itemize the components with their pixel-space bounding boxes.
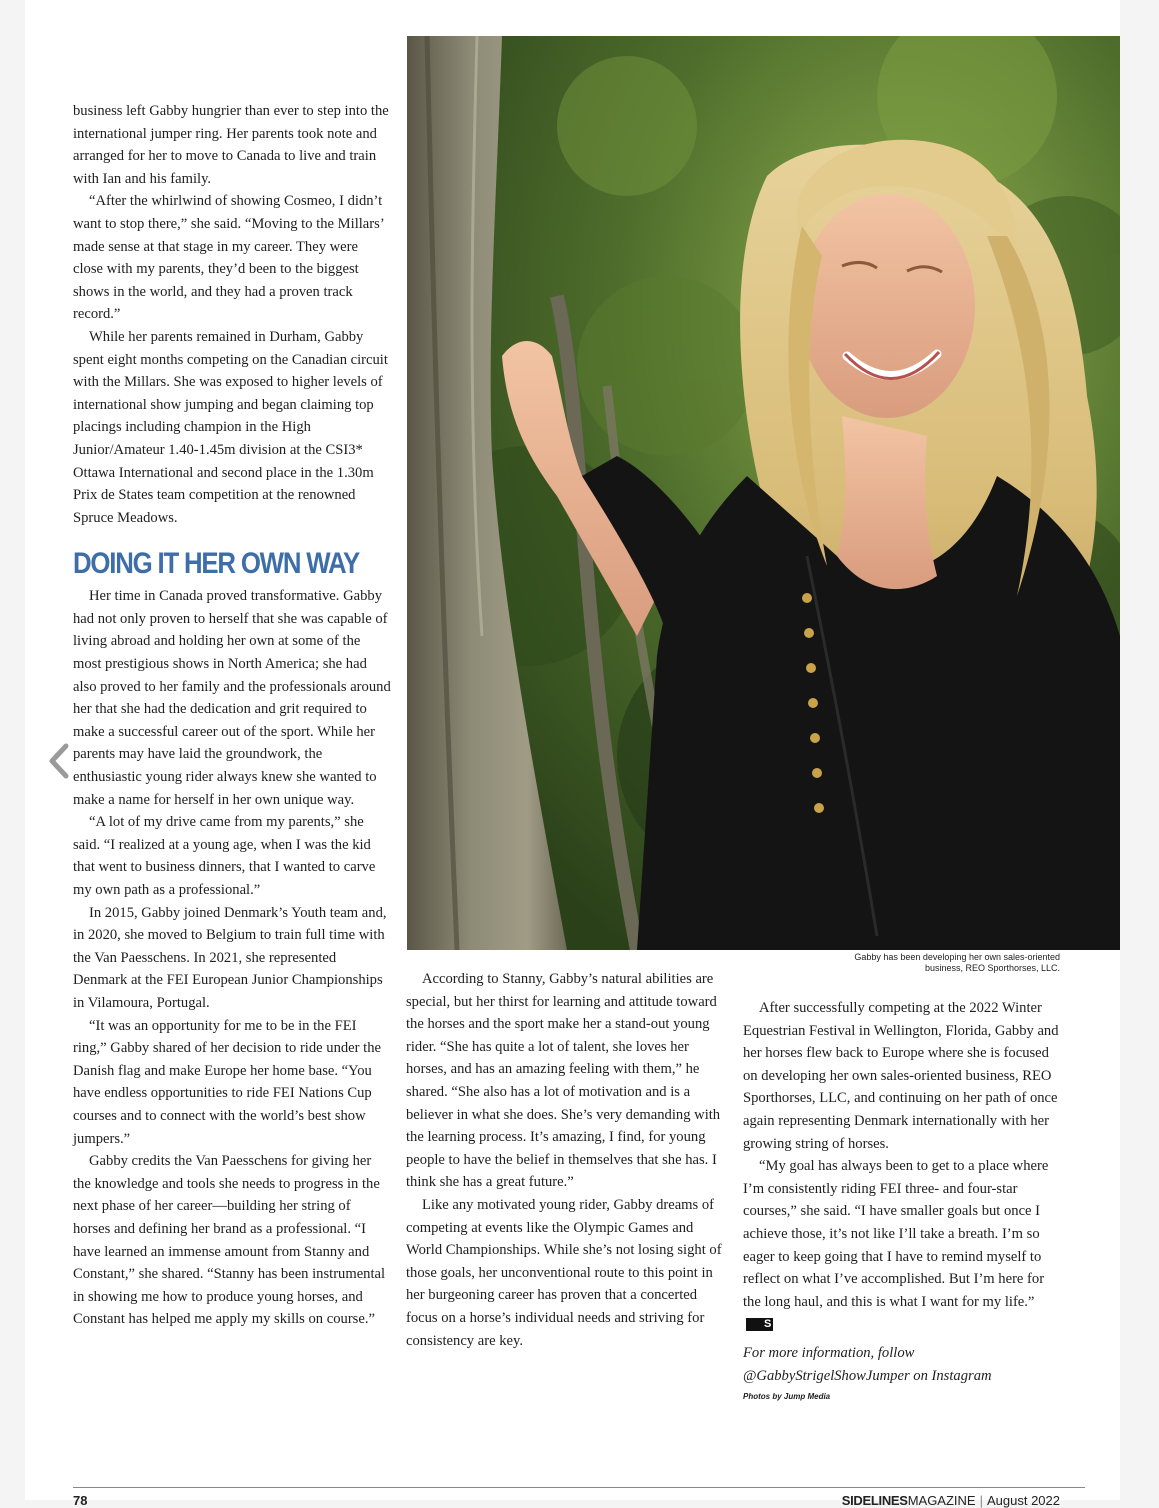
paragraph: After successfully competing at the 2022 Winter Equestrian Festival in Wellington, Florida, Gabby and her horses flew back to Europe where she is focused on developing her own sales-oriented business, REO Sporthorses, LLC, and continuing on her path of once again representing Denmark internationally with her growing string of horses. [743,1000,1059,1152]
follow-text: For more information, follow [743,1344,915,1361]
paragraph-text: “My goal has always been to get to a place where I’m consistently riding FEI three- and four-star courses,” she said. “I have smaller goals but once I achieve those, it’s not like I’ll take a breath. I’m so eager to keep going that I have to remind myself to reflect on what I’ve accomplished. But I’m here for the long haul, and this is what I want for my life.” [743,1158,1049,1310]
follow-note [743,1342,1063,1387]
paragraph: “After the whirlwind of showing Cosmeo, I didn’t want to stop there,” she said. “Moving to the Millars’ made sense at that stage in my career. They were close with my parents, they’d been to the biggest shows in the world, and they had a proven track record.” [73,193,384,323]
paragraph: While her parents remained in Durham, Gabby spent eight months competing on the Canadian circuit with the Millars. She was exposed to higher levels of international show jumping and began claiming top placings including champion in the High Junior/Amateur 1.40-1.45m division at the CSI3* Ottawa International and second place in the 1.30m Prix de States team competition at the renowned Spruce Meadows. [73,328,388,526]
instagram-handle: @GabbyStrigelShowJumper on Instagram [743,1367,992,1384]
paragraph: “It was an opportunity for me to be in the FEI ring,” Gabby shared of her decision to ride under the Danish flag and make Europe her home base. “You have endless opportunities to ride FEI Nations Cup courses and to connect with the world’s best show jumpers.” [73,1017,381,1147]
paragraph: Her time in Canada proved transformative. Gabby had not only proven to herself that she was capable of living abroad and holding her own at some of the most prestigious shows in North America; she had also proved to her family and the professionals around her that she had the dedication and grit required to make a successful career out of the sport. While her parents may have laid the groundwork, the enthusiastic young rider always knew she wanted to make a name for herself in her own unique way. [73,588,391,808]
chevron-left-icon [44,742,74,780]
previous-page-button[interactable] [44,742,74,780]
page-number: 78 [73,1493,88,1508]
caption-line: business, REO Sporthorses, LLC. [924,963,1060,973]
paragraph: business left Gabby hungrier than ever to step into the international jumper ring. Her parents took note and arranged for her to move to Canada to live and train with Ian and his family. [73,103,389,187]
paragraph [743,1155,1063,1336]
section-subheading: DOING IT HER OWN WAY [73,547,360,581]
magazine-footer [842,1493,1060,1508]
paragraph: Like any motivated young rider, Gabby dreams of competing at events like the Olympic Games and World Championships. While she’s not losing sight of those goals, her unconventional route to this point in her burgeoning career has proven that a concerted focus on a horse’s individual needs and striving for consistency are key. [406,1196,722,1349]
magazine-page [25,0,1120,1508]
photo-credit: Photos by Jump Media [743,1392,831,1402]
article-column-3 [743,997,1063,1403]
portrait-illustration [407,36,1120,950]
paragraph: In 2015, Gabby joined Denmark’s Youth team and, in 2020, she moved to Belgium to train full time with the Van Paesschens. In 2021, she represented Denmark at the FEI European Junior Championships in Vilamoura, Portugal. [73,904,387,1011]
article-column-1 [73,100,391,1331]
paragraph: According to Stanny, Gabby’s natural abilities are special, but her thirst for learning and attitude toward the horses and the sport make her a stand-out young rider. “She has quite a lot of talent, she loves her horses, and has an amazing feeling with them,” he shared. “She also has a lot of motivation and is a believer in what she does. She’s very demanding with the learning process. It’s amazing, I find, for young people to have the belief in themselves that she has. I think she has a great future.” [406,971,721,1191]
paragraph: Gabby credits the Van Paesschens for giving her the knowledge and tools she needs to progress in the next phase of her career—building her string of horses and defining her brand as a professional. “I have learned an immense amount from Stanny and Constant,” she shared. “Stanny has been instrumental in showing me how to produce young horses, and Constant has helped me apply my skills on course.” [73,1153,386,1328]
footer-separator: | [979,1493,983,1508]
paragraph: “A lot of my drive came from my parents,” she said. “I realized at a young age, when I was the kid that went to business dinners, that I wanted to carve my own path as a professional.” [73,814,376,898]
caption-line: Gabby has been developing her own sales-oriented [854,952,1060,962]
magazine-suffix: MAGAZINE [907,1493,976,1508]
article-column-2 [406,968,724,1352]
end-mark-logo: S [746,1318,773,1331]
issue-date: August 2022 [986,1493,1060,1508]
footer-divider [73,1487,1085,1488]
photo-caption [805,952,1060,974]
portrait-photo [407,36,1120,950]
magazine-brand: SIDELINES [841,1493,908,1508]
